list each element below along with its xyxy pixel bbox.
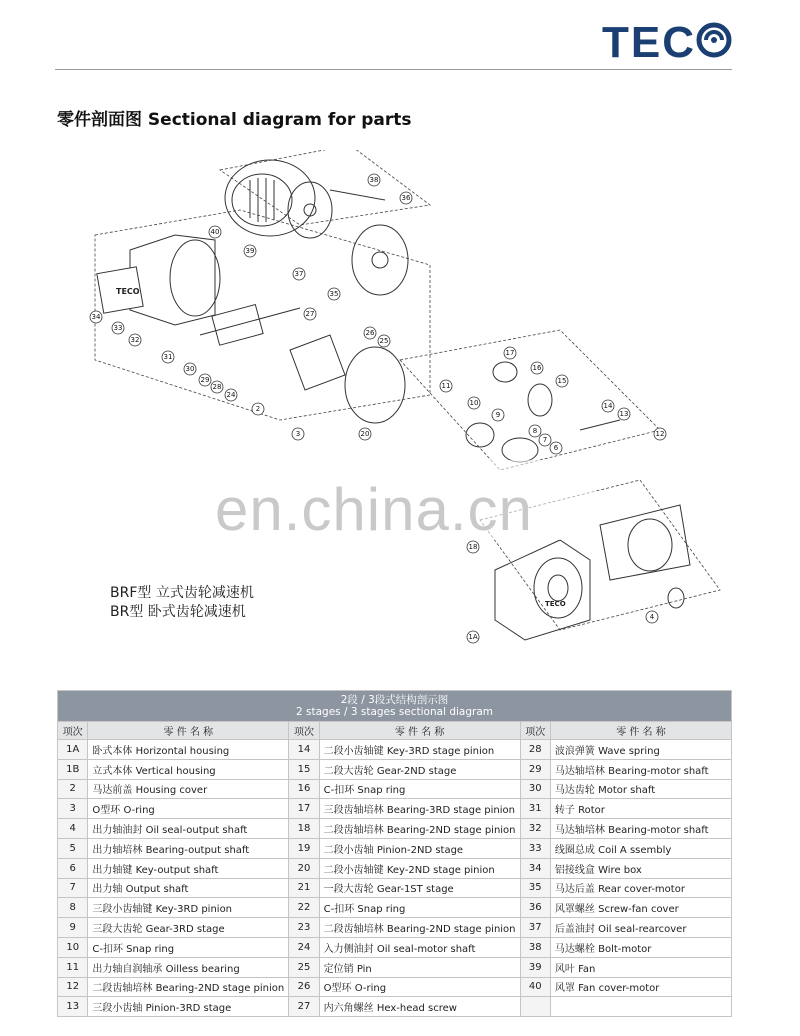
- svg-text:30: 30: [185, 365, 195, 373]
- caption-brf: BRF型 立式齿轮减速机: [110, 585, 254, 601]
- part-name: 三段小齿轴 Pinion-3RD stage: [88, 997, 289, 1017]
- part-name: 线圈总成 Coil A ssembly: [550, 838, 731, 858]
- fan-cover-drawing: [225, 160, 315, 236]
- col-no: 项次: [289, 722, 319, 740]
- svg-text:13: 13: [619, 410, 629, 418]
- fan-drawing: [288, 182, 332, 238]
- part-name: 马达前盖 Housing cover: [88, 779, 289, 799]
- part-label: [602, 400, 614, 412]
- svg-text:24: 24: [226, 391, 236, 399]
- table-row: [58, 799, 732, 819]
- svg-text:3: 3: [295, 430, 301, 438]
- table-row: [58, 878, 732, 898]
- housing-brand-text: TECO: [545, 600, 566, 608]
- logo-ring-icon: [696, 22, 732, 58]
- svg-text:17: 17: [505, 349, 515, 357]
- part-number: 24: [289, 937, 319, 957]
- table-row: [58, 937, 732, 957]
- part-number: 32: [520, 819, 550, 839]
- part-number: 10: [58, 937, 88, 957]
- watermark: en.china.cn: [215, 476, 533, 543]
- part-number: 3: [58, 799, 88, 819]
- part-number: 34: [520, 858, 550, 878]
- part-name: 出力轴 Output shaft: [88, 878, 289, 898]
- part-name: 马达轴培林 Bearing-motor shaft: [550, 819, 731, 839]
- part-name: 一段大齿轮 Gear-1ST stage: [319, 878, 520, 898]
- part-number: 35: [520, 878, 550, 898]
- part-label: [504, 347, 516, 359]
- part-label: [531, 362, 543, 374]
- motor-brand-text: TECO: [116, 287, 140, 296]
- horizontal-housing-drawing: [495, 540, 590, 640]
- svg-text:27: 27: [305, 310, 315, 318]
- part-name: 立式本体 Vertical housing: [88, 759, 289, 779]
- part-number: 29: [520, 759, 550, 779]
- brand-name: TEC: [602, 18, 696, 67]
- svg-text:26: 26: [365, 329, 375, 337]
- part-number: 9: [58, 918, 88, 938]
- part-name: 马达螺栓 Bolt-motor: [550, 937, 731, 957]
- part-number: 28: [520, 740, 550, 760]
- part-number: 36: [520, 898, 550, 918]
- part-number: 11: [58, 957, 88, 977]
- part-name: 风罩 Fan cover-motor: [550, 977, 731, 997]
- svg-text:38: 38: [369, 176, 379, 184]
- part-number: 37: [520, 918, 550, 938]
- part-number: 6: [58, 858, 88, 878]
- part-name: C-扣环 Snap ring: [319, 898, 520, 918]
- part-number: 16: [289, 779, 319, 799]
- oil-seal-drawing: [668, 588, 684, 608]
- table-title: [58, 691, 732, 722]
- part-number: 40: [520, 977, 550, 997]
- part-name: O型环 O-ring: [88, 799, 289, 819]
- table-row: [58, 838, 732, 858]
- table-row: [58, 997, 732, 1017]
- svg-text:39: 39: [245, 247, 255, 255]
- col-name: 零 件 名 称: [319, 722, 520, 740]
- part-number: 22: [289, 898, 319, 918]
- part-label: [368, 174, 380, 186]
- part-name: 二段大齿轮 Gear-2ND stage: [319, 759, 520, 779]
- part-name: 二段小齿轴键 Key-3RD stage pinion: [319, 740, 520, 760]
- table-row: [58, 957, 732, 977]
- part-number: 20: [289, 858, 319, 878]
- part-label: [556, 375, 568, 387]
- part-name: 出力轴油封 Oil seal-output shaft: [88, 819, 289, 839]
- part-name: 二段小齿轴键 Key-2ND stage pinion: [319, 858, 520, 878]
- part-name: 三段齿轴培林 Bearing-3RD stage pinion: [319, 799, 520, 819]
- part-number: 26: [289, 977, 319, 997]
- svg-text:31: 31: [163, 353, 173, 361]
- part-name: 出力轴键 Key-output shaft: [88, 858, 289, 878]
- svg-text:36: 36: [401, 194, 411, 202]
- part-number: 12: [58, 977, 88, 997]
- part-label: [646, 611, 658, 623]
- part-label: [539, 434, 551, 446]
- part-label: [293, 268, 305, 280]
- part-label: [400, 192, 412, 204]
- part-number: 15: [289, 759, 319, 779]
- part-name: 三段小齿轴键 Key-3RD pinion: [88, 898, 289, 918]
- table-title-en: 2 stages / 3 stages sectional diagram: [296, 706, 493, 718]
- part-number: 31: [520, 799, 550, 819]
- part-name: 定位销 Pin: [319, 957, 520, 977]
- part-number: [520, 997, 550, 1017]
- part-number: 5: [58, 838, 88, 858]
- part-name: 二段齿轴培林 Bearing-2ND stage pinion: [319, 819, 520, 839]
- part-name: [550, 997, 731, 1017]
- header-divider: [55, 69, 732, 70]
- table-row: [58, 918, 732, 938]
- part-label: [304, 308, 316, 320]
- part-name: 马达齿轮 Motor shaft: [550, 779, 731, 799]
- svg-text:12: 12: [655, 430, 665, 438]
- part-label: [244, 245, 256, 257]
- table-row: [58, 977, 732, 997]
- part-label: [618, 408, 630, 420]
- svg-text:11: 11: [441, 382, 451, 390]
- table-row: [58, 779, 732, 799]
- part-name: C-扣环 Snap ring: [319, 779, 520, 799]
- part-name: 卧式本体 Horizontal housing: [88, 740, 289, 760]
- part-label: [225, 389, 237, 401]
- part-number: 4: [58, 819, 88, 839]
- col-name: 零 件 名 称: [550, 722, 731, 740]
- part-name: 入力侧油封 Oil seal-motor shaft: [319, 937, 520, 957]
- caption-br: BR型 卧式齿轮减速机: [110, 604, 246, 620]
- table-row: [58, 819, 732, 839]
- part-label: [209, 226, 221, 238]
- part-number: 19: [289, 838, 319, 858]
- svg-text:6: 6: [553, 444, 559, 452]
- part-number: 13: [58, 997, 88, 1017]
- part-label: [162, 351, 174, 363]
- part-label: [468, 397, 480, 409]
- svg-text:10: 10: [469, 399, 479, 407]
- part-number: 23: [289, 918, 319, 938]
- part-label: [90, 311, 102, 323]
- part-name: 内六角螺丝 Hex-head screw: [319, 997, 520, 1017]
- part-name: 波浪弹簧 Wave spring: [550, 740, 731, 760]
- part-number: 14: [289, 740, 319, 760]
- part-label: [199, 374, 211, 386]
- part-label: [211, 381, 223, 393]
- part-label: [550, 442, 562, 454]
- part-number: 21: [289, 878, 319, 898]
- svg-text:7: 7: [542, 436, 548, 444]
- part-label: [467, 631, 479, 643]
- part-name: 风叶 Fan: [550, 957, 731, 977]
- table-row: [58, 759, 732, 779]
- part-label: [654, 428, 666, 440]
- part-label: [328, 288, 340, 300]
- part-name: 二段齿轴培林 Bearing-2ND stage pinion: [319, 918, 520, 938]
- gears-drawing: [466, 362, 620, 462]
- part-label: [378, 335, 390, 347]
- col-name: 零 件 名 称: [88, 722, 289, 740]
- table-title-cn: 2段 / 3段式结构剖示图: [340, 694, 449, 706]
- part-name: 马达后盖 Rear cover-motor: [550, 878, 731, 898]
- part-label: [252, 403, 264, 415]
- svg-text:34: 34: [91, 313, 101, 321]
- svg-text:28: 28: [212, 383, 222, 391]
- part-number: 17: [289, 799, 319, 819]
- part-name: C-扣环 Snap ring: [88, 937, 289, 957]
- svg-text:4: 4: [649, 613, 655, 621]
- part-name: 三段大齿轮 Gear-3RD stage: [88, 918, 289, 938]
- part-number: 27: [289, 997, 319, 1017]
- table-row: [58, 740, 732, 760]
- svg-text:15: 15: [557, 377, 567, 385]
- part-number: 1A: [58, 740, 88, 760]
- part-name: 出力轴培林 Bearing-output shaft: [88, 838, 289, 858]
- part-name: 二段小齿轴 Pinion-2ND stage: [319, 838, 520, 858]
- part-label: [112, 322, 124, 334]
- front-cover-drawing: [290, 335, 345, 390]
- part-label: [364, 327, 376, 339]
- svg-text:20: 20: [360, 430, 370, 438]
- part-name: O型环 O-ring: [319, 977, 520, 997]
- part-number: 25: [289, 957, 319, 977]
- svg-text:2: 2: [255, 405, 261, 413]
- part-number: 7: [58, 878, 88, 898]
- part-label: [440, 380, 452, 392]
- part-label: [184, 363, 196, 375]
- part-number: 30: [520, 779, 550, 799]
- part-name: 风罩螺丝 Screw-fan cover: [550, 898, 731, 918]
- part-number: 8: [58, 898, 88, 918]
- vertical-housing-drawing: [600, 505, 690, 580]
- table-row: [58, 858, 732, 878]
- part-number: 18: [289, 819, 319, 839]
- svg-text:29: 29: [200, 376, 210, 384]
- part-number: 39: [520, 957, 550, 977]
- part-label: [359, 428, 371, 440]
- svg-text:8: 8: [532, 427, 538, 435]
- svg-text:37: 37: [294, 270, 304, 278]
- part-label: [492, 409, 504, 421]
- svg-text:1A: 1A: [468, 633, 478, 641]
- bolt-drawing: [330, 190, 385, 200]
- svg-text:9: 9: [495, 411, 501, 419]
- svg-text:18: 18: [468, 543, 478, 551]
- rear-cover-drawing: [352, 225, 408, 295]
- svg-text:14: 14: [603, 402, 613, 410]
- svg-text:40: 40: [210, 228, 220, 236]
- part-number: 2: [58, 779, 88, 799]
- part-number: 33: [520, 838, 550, 858]
- part-name: 后盖油封 Oil seal-rearcover: [550, 918, 731, 938]
- part-name: 马达轴培林 Bearing-motor shaft: [550, 759, 731, 779]
- svg-text:32: 32: [130, 336, 140, 344]
- part-label: [529, 425, 541, 437]
- part-number: 1B: [58, 759, 88, 779]
- motor-body-drawing: [97, 235, 220, 325]
- part-name: 出力轴自润轴承 Oilless bearing: [88, 957, 289, 977]
- part-label: [292, 428, 304, 440]
- parts-table: [57, 690, 732, 1017]
- col-no: 项次: [520, 722, 550, 740]
- o-ring-drawing: [345, 347, 405, 423]
- svg-text:33: 33: [113, 324, 123, 332]
- page-title: 零件剖面图 Sectional diagram for parts: [57, 110, 412, 130]
- part-label: [129, 334, 141, 346]
- svg-text:35: 35: [329, 290, 339, 298]
- part-name: 转子 Rotor: [550, 799, 731, 819]
- svg-text:16: 16: [532, 364, 542, 372]
- part-number: 38: [520, 937, 550, 957]
- svg-text:25: 25: [379, 337, 389, 345]
- part-name: 铝接线盒 Wire box: [550, 858, 731, 878]
- part-name: 二段齿轴培林 Bearing-2ND stage pinion: [88, 977, 289, 997]
- table-row: [58, 898, 732, 918]
- parts-table-body: [58, 740, 732, 1017]
- col-no: 项次: [58, 722, 88, 740]
